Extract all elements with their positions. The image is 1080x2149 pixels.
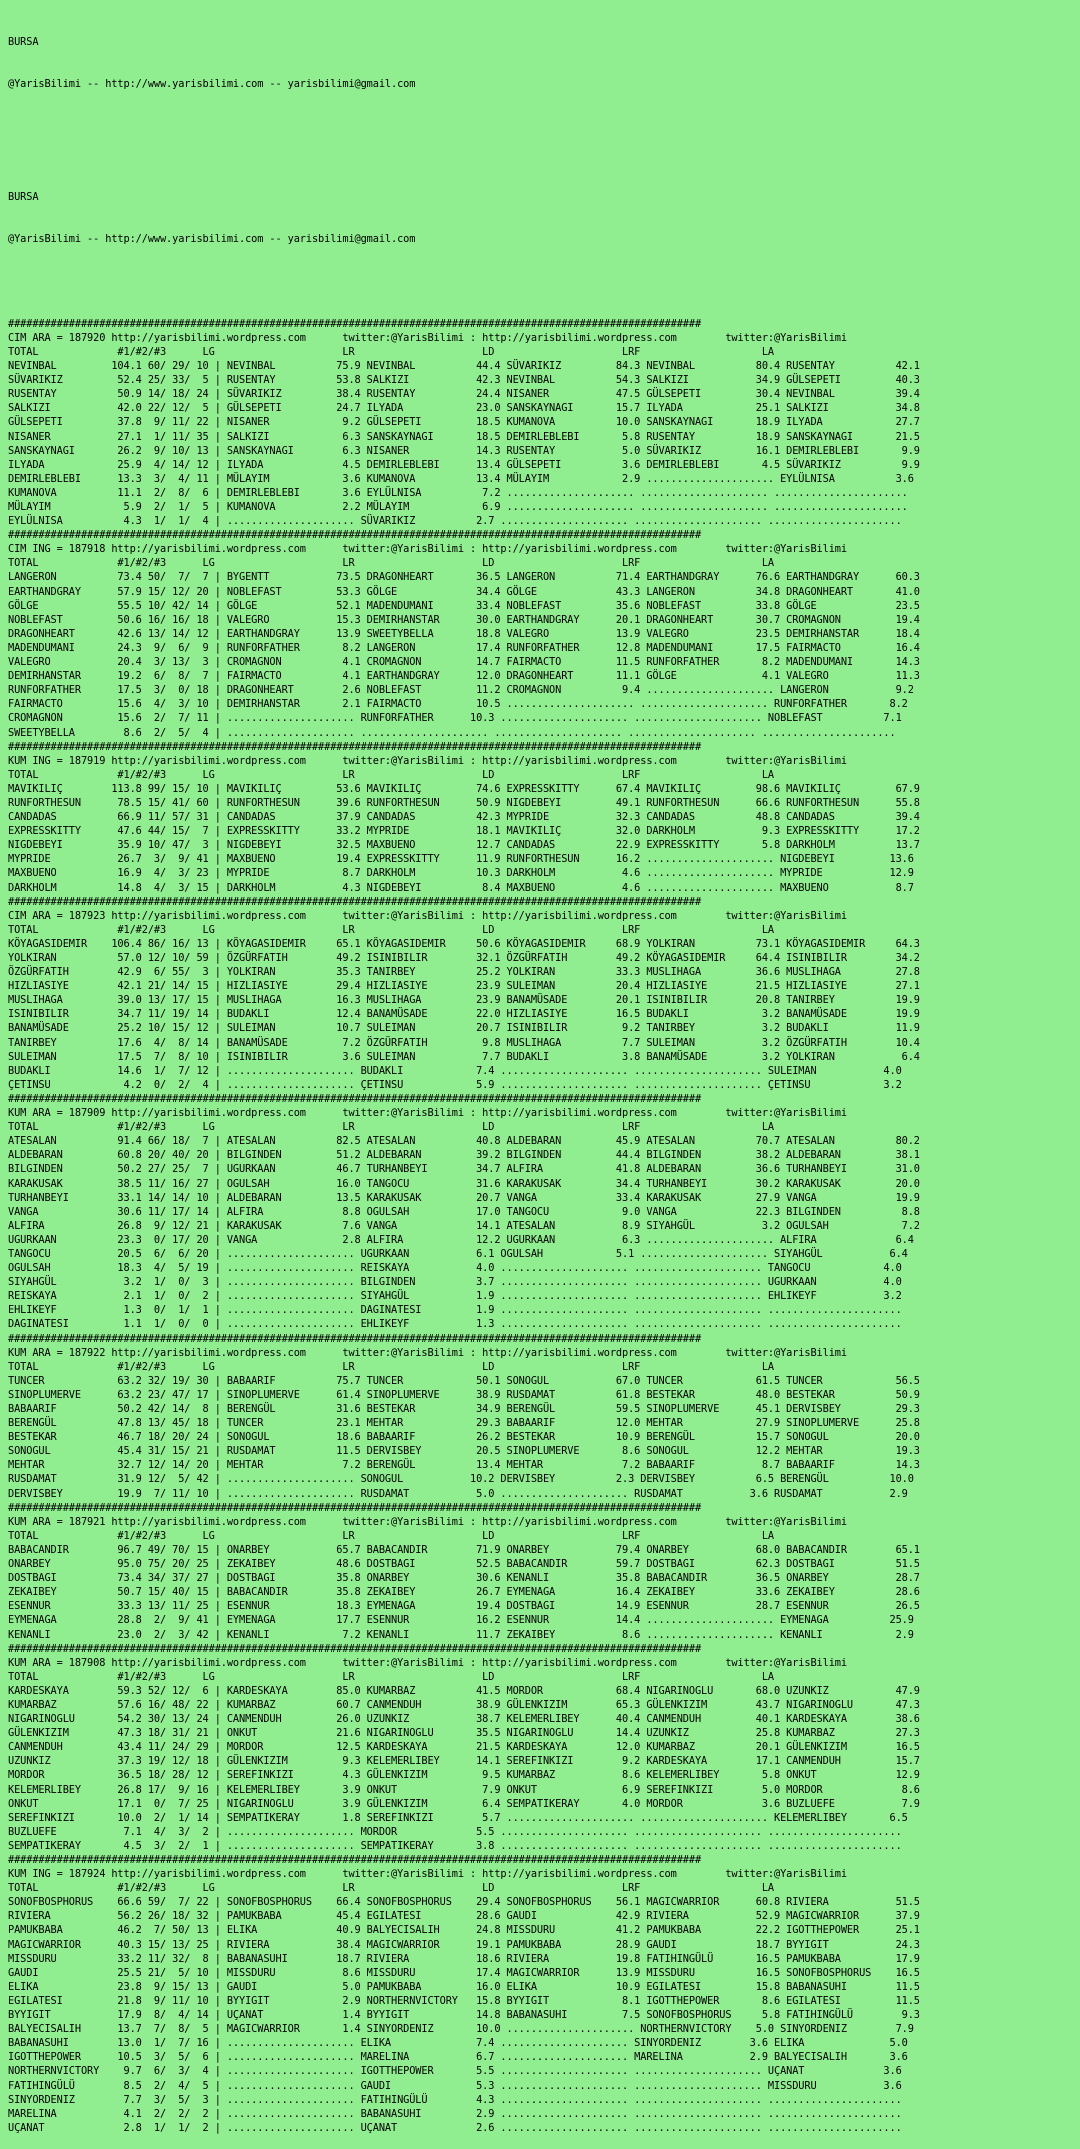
table-row: BABANASUHI 13.0 1/ 7/ 16 | ..................... ELIKA 7.4 ..................... SINYORDENIZ 3.6 ELIKA 5.0 — [8, 2037, 908, 2050]
table-row: OGULSAH 18.3 4/ 5/ 19 | ..................... REISKAYA 4.0 ..................... ..................... TANGOCU 4.0 — [8, 1262, 902, 1275]
section-separator: ################################################################################################################## — [8, 895, 702, 908]
table-row: SULEIMAN 17.5 7/ 8/ 10 | ISINIBILIR 3.6 SULEIMAN 7.7 BUDAKLI 3.8 BANAMÜSADE 3.2 YOLKIRAN 6.4 — [8, 1050, 920, 1063]
table-row: MÜLAYIM 5.9 2/ 1/ 5 | KUMANOVA 2.2 MÜLAYIM 6.9 ..................... ..................... ...................... — [8, 501, 908, 513]
column-titles: TOTAL #1/#2/#3 LG LR LD LRF LA — [8, 557, 774, 570]
table-row: PAMUKBABA 46.2 7/ 50/ 13 | ELIKA 40.9 BALYECISALIH 24.8 MISSDURU 41.2 PAMUKBABA 22.2 IGOTTHEPOWER 25.1 — [8, 1924, 920, 1937]
section-separator: ################################################################################################################## — [8, 1642, 702, 1655]
table-row: HIZLIASIYE 42.1 21/ 14/ 15 | HIZLIASIYE 29.4 HIZLIASIYE 23.9 SULEIMAN 20.4 HIZLIASIYE 21.5 HIZLIASIYE 27.1 — [8, 980, 920, 993]
column-titles: TOTAL #1/#2/#3 LG LR LD LRF LA — [8, 345, 774, 358]
table-row: SALKIZI 42.0 22/ 12/ 5 | GÜLSEPETI 24.7 ILYADA 23.0 SANSKAYNAGI 15.7 ILYADA 25.1 SALKIZI 34.8 — [8, 402, 920, 415]
table-row: UÇANAT 2.8 1/ 1/ 2 | ..................... UÇANAT 2.6 ..................... ..................... ...................... — [8, 2121, 902, 2134]
table-row: NISANER 27.1 1/ 11/ 35 | SALKIZI 6.3 SANSKAYNAGI 18.5 DEMIRLEBLEBI 5.8 RUSENTAY 18.9 SANSKAYNAGI 21.5 — [8, 430, 920, 443]
table-row: VALEGRO 20.4 3/ 13/ 3 | CROMAGNON 4.1 CROMAGNON 14.7 FAIRMACTO 11.5 RUNFORFATHER 8.2 MADENDUMANI 14.3 — [8, 656, 920, 669]
table-row: BILGINDEN 50.2 27/ 25/ 7 | UGURKAAN 46.7 TURHANBEYI 34.7 ALFIRA 41.8 ALDEBARAN 36.6 TURHANBEYI 31.0 — [8, 1163, 920, 1176]
column-titles: TOTAL #1/#2/#3 LG LR LD LRF LA — [8, 1121, 774, 1134]
race-header: KUM ING = 187919 http://yarisbilimi.wordpress.com twitter:@YarisBilimi : http://yarisbilimi.wordpress.com twitter:@YarisBilimi — [8, 754, 847, 767]
table-row: KENANLI 23.0 2/ 3/ 42 | KENANLI 7.2 KENANLI 11.7 ZEKAIBEY 8.6 ..................... KENANLI 2.9 — [8, 1628, 914, 1641]
table-row: FAIRMACTO 15.6 4/ 3/ 10 | DEMIRHANSTAR 2.1 FAIRMACTO 10.5 ..................... ..................... RUNFORFATHER 8.2 — [8, 698, 908, 711]
table-row: SONOGUL 45.4 31/ 15/ 21 | RUSDAMAT 11.5 DERVISBEY 20.5 SINOPLUMERVE 8.6 SONOGUL 12.2 MEHTAR 19.3 — [8, 1445, 920, 1458]
column-titles: TOTAL #1/#2/#3 LG LR LD LRF LA — [8, 1670, 774, 1683]
table-row: MYPRIDE 26.7 3/ 9/ 41 | MAXBUENO 19.4 EXPRESSKITTY 11.9 RUNFORTHESUN 16.2 ..................... NIGDEBEYI 13.6 — [8, 853, 914, 866]
table-row: GÖLGE 55.5 10/ 42/ 14 | GÖLGE 52.1 MADENDUMANI 33.4 NOBLEFAST 35.6 NOBLEFAST 33.8 GÖLGE 23.5 — [8, 599, 920, 612]
section-separator: ################################################################################################################## — [8, 1092, 702, 1105]
table-row: EYLÜLNISA 4.3 1/ 1/ 4 | ..................... SÜVARIKIZ 2.7 ..................... ..................... ...................... — [8, 515, 902, 528]
table-row: TANIRBEY 17.6 4/ 8/ 14 | BANAMÜSADE 7.2 ÖZGÜRFATIH 9.8 MUSLIHAGA 7.7 SULEIMAN 3.2 ÖZGÜRFATIH 10.4 — [8, 1036, 920, 1049]
table-row: LANGERON 73.4 50/ 7/ 7 | BYGENTT 73.5 DRAGONHEART 36.5 LANGERON 71.4 EARTHANDGRAY 76.6 EARTHANDGRAY 60.3 — [8, 571, 920, 584]
table-row: ELIKA 23.8 9/ 15/ 13 | GAUDI 5.0 PAMUKBABA 16.0 ELIKA 10.9 EGILATESI 15.8 BABANASUHI 11.5 — [8, 1980, 920, 1993]
table-row: BABACANDIR 96.7 49/ 70/ 15 | ONARBEY 65.7 BABACANDIR 71.9 ONARBEY 79.4 ONARBEY 68.0 BABACANDIR 65.1 — [8, 1543, 920, 1556]
table-row: BERENGÜL 47.8 13/ 45/ 18 | TUNCER 23.1 MEHTAR 29.3 BABAARIF 12.0 MEHTAR 27.9 SINOPLUMERVE 25.8 — [8, 1417, 920, 1430]
table-row: KUMARBAZ 57.6 16/ 48/ 22 | KUMARBAZ 60.7 CANMENDUH 38.9 GÜLENKIZIM 65.3 GÜLENKIZIM 43.7 NIGARINOGLU 47.3 — [8, 1698, 920, 1711]
table-row: KUMANOVA 11.1 2/ 8/ 6 | DEMIRLEBLEBI 3.6 EYLÜLNISA 7.2 ..................... ..................... ...................... — [8, 486, 908, 499]
table-row: KARDESKAYA 59.3 52/ 12/ 6 | KARDESKAYA 85.0 KUMARBAZ 41.5 MORDOR 68.4 NIGARINOGLU 68.0 UZUNKIZ 47.9 — [8, 1684, 920, 1697]
table-row: UZUNKIZ 37.3 19/ 12/ 18 | GÜLENKIZIM 9.3 KELEMERLIBEY 14.1 SEREFINKIZI 9.2 KARDESKAYA 17.1 CANMENDUH 15.7 — [8, 1755, 920, 1768]
race-header: KUM ARA = 187922 http://yarisbilimi.wordpress.com twitter:@YarisBilimi : http://yarisbilimi.wordpress.com twitter:@YarisBilimi — [8, 1346, 847, 1359]
table-row: MADENDUMANI 24.3 9/ 6/ 9 | RUNFORFATHER 8.2 LANGERON 17.4 RUNFORFATHER 12.8 MADENDUMANI 17.5 FAIRMACTO 16.4 — [8, 641, 920, 654]
table-row: BALYECISALIH 13.7 7/ 8/ 5 | MAGICWARRIOR 1.4 SINYORDENIZ 10.0 ..................... NORTHERNVICTORY 5.0 SINYORDENIZ 7.9 — [8, 2023, 914, 2036]
table-row: KARAKUSAK 38.5 11/ 16/ 27 | OGULSAH 16.0 TANGOCU 31.6 KARAKUSAK 34.4 TURHANBEYI 30.2 KARAKUSAK 20.0 — [8, 1177, 920, 1190]
table-row: MORDOR 36.5 18/ 28/ 12 | SEREFINKIZI 4.3 GÜLENKIZIM 9.5 KUMARBAZ 8.6 KELEMERLIBEY 5.8 ONKUT 12.9 — [8, 1769, 920, 1782]
table-row: MAXBUENO 16.9 4/ 3/ 23 | MYPRIDE 8.7 DARKHOLM 10.3 DARKHOLM 4.6 ..................... MYPRIDE 12.9 — [8, 867, 914, 880]
race-header: KUM ARA = 187909 http://yarisbilimi.wordpress.com twitter:@YarisBilimi : http://yarisbilimi.wordpress.com twitter:@YarisBilimi — [8, 1107, 847, 1120]
table-row: MUSLIHAGA 39.0 13/ 17/ 15 | MUSLIHAGA 16.3 MUSLIHAGA 23.9 BANAMÜSADE 20.1 ISINIBILIR 20.8 TANIRBEY 19.9 — [8, 994, 920, 1007]
table-row: ÇETINSU 4.2 0/ 2/ 4 | ..................... ÇETINSU 5.9 ..................... ..................... ÇETINSU 3.2 — [8, 1078, 902, 1091]
table-row: TUNCER 63.2 32/ 19/ 30 | BABAARIF 75.7 TUNCER 50.1 SONOGUL 67.0 TUNCER 61.5 TUNCER 56.5 — [8, 1374, 920, 1387]
table-row: DARKHOLM 14.8 4/ 3/ 15 | DARKHOLM 4.3 NIGDEBEYI 8.4 MAXBUENO 4.6 ..................... MAXBUENO 8.7 — [8, 881, 914, 894]
table-row: ILYADA 25.9 4/ 14/ 12 | ILYADA 4.5 DEMIRLEBLEBI 13.4 GÜLSEPETI 3.6 DEMIRLEBLEBI 4.5 SÜVARIKIZ 9.9 — [8, 458, 920, 471]
table-row: ATESALAN 91.4 66/ 18/ 7 | ATESALAN 82.5 ATESALAN 40.8 ALDEBARAN 45.9 ATESALAN 70.7 ATESALAN 80.2 — [8, 1135, 920, 1148]
table-row: REISKAYA 2.1 1/ 0/ 2 | ..................... SIYAHGÜL 1.9 ..................... ..................... EHLIKEYF 3.2 — [8, 1290, 902, 1303]
section-separator: ################################################################################################################## — [8, 317, 702, 330]
table-row: GÜLENKIZIM 47.3 18/ 31/ 21 | ONKUT 21.6 NIGARINOGLU 35.5 NIGARINOGLU 14.4 UZUNKIZ 25.8 KUMARBAZ 27.3 — [8, 1727, 920, 1740]
table-row: NEVINBAL 104.1 60/ 29/ 10 | NEVINBAL 75.9 NEVINBAL 44.4 SÜVARIKIZ 84.3 NEVINBAL 80.4 RUSENTAY 42.1 — [8, 360, 920, 373]
table-row: ONKUT 17.1 0/ 7/ 25 | NIGARINOGLU 3.9 GÜLENKIZIM 6.4 SEMPATIKERAY 4.0 MORDOR 3.6 BUZLUEFE 7.9 — [8, 1797, 920, 1810]
table-row: UGURKAAN 23.3 0/ 17/ 20 | VANGA 2.8 ALFIRA 12.2 UGURKAAN 6.3 ..................... ALFIRA 6.4 — [8, 1233, 914, 1246]
table-row: MISSDURU 33.2 11/ 32/ 8 | BABANASUHI 18.7 RIVIERA 18.6 RIVIERA 19.8 FATIHINGÜLÜ 16.5 PAMUKBABA 17.9 — [8, 1952, 920, 1965]
table-row: ALFIRA 26.8 9/ 12/ 21 | KARAKUSAK 7.6 VANGA 14.1 ATESALAN 8.9 SIYAHGÜL 3.2 OGULSAH 7.2 — [8, 1219, 920, 1232]
table-row: SEREFINKIZI 10.0 2/ 1/ 14 | SEMPATIKERAY 1.8 SEREFINKIZI 5.7 ..................... ..................... KELEMERLIBEY 6.5 — [8, 1811, 908, 1824]
table-row: EHLIKEYF 1.3 0/ 1/ 1 | ..................... DAGINATESI 1.9 ..................... ..................... ...................... — [8, 1304, 902, 1317]
column-titles: TOTAL #1/#2/#3 LG LR LD LRF LA — [8, 1529, 774, 1542]
table-row: NORTHERNVICTORY 9.7 6/ 3/ 4 | ..................... IGOTTHEPOWER 5.5 ..................... ..................... UÇANAT 3.6 — [8, 2065, 902, 2078]
table-row: DEMIRHANSTAR 19.2 6/ 8/ 7 | FAIRMACTO 4.1 EARTHANDGRAY 12.0 DRAGONHEART 11.1 GÖLGE 4.1 VALEGRO 11.3 — [8, 670, 920, 683]
section-separator: ################################################################################################################## — [8, 740, 702, 753]
race-header: KUM ARA = 187908 http://yarisbilimi.wordpress.com twitter:@YarisBilimi : http://yarisbilimi.wordpress.com twitter:@YarisBilimi — [8, 1656, 847, 1669]
table-row: ESENNUR 33.3 13/ 11/ 25 | ESENNUR 18.3 EYMENAGA 19.4 DOSTBAGI 14.9 ESENNUR 28.7 ESENNUR 26.5 — [8, 1600, 920, 1613]
table-row: ONARBEY 95.0 75/ 20/ 25 | ZEKAIBEY 48.6 DOSTBAGI 52.5 BABACANDIR 59.7 DOSTBAGI 62.3 DOSTBAGI 51.5 — [8, 1558, 920, 1571]
table-row: ÖZGÜRFATIH 42.9 6/ 55/ 3 | YOLKIRAN 35.3 TANIRBEY 25.2 YOLKIRAN 33.3 MUSLIHAGA 36.6 MUSLIHAGA 27.8 — [8, 966, 920, 979]
table-row: ISINIBILIR 34.7 11/ 19/ 14 | BUDAKLI 12.4 BANAMÜSADE 22.0 HIZLIASIYE 16.5 BUDAKLI 3.2 BANAMÜSADE 19.9 — [8, 1008, 920, 1021]
race-header: KUM ARA = 187921 http://yarisbilimi.wordpress.com twitter:@YarisBilimi : http://yarisbilimi.wordpress.com twitter:@YarisBilimi — [8, 1515, 847, 1528]
table-row: EYMENAGA 28.8 2/ 9/ 41 | EYMENAGA 17.7 ESENNUR 16.2 ESENNUR 14.4 ..................... EYMENAGA 25.9 — [8, 1614, 914, 1627]
race-header: CIM ARA = 187920 http://yarisbilimi.wordpress.com twitter:@YarisBilimi : http://yarisbilimi.wordpress.com twitter:@YarisBilimi — [8, 331, 847, 344]
table-row: MARELINA 4.1 2/ 2/ 2 | ..................... BABANASUHI 2.9 ..................... ..................... ...................... — [8, 2107, 902, 2120]
table-row: NIGARINOGLU 54.2 30/ 13/ 24 | CANMENDUH 26.0 UZUNKIZ 38.7 KELEMERLIBEY 40.4 CANMENDUH 40.1 KARDESKAYA 38.6 — [8, 1713, 920, 1726]
table-row: NOBLEFAST 50.6 16/ 16/ 18 | VALEGRO 15.3 DEMIRHANSTAR 30.0 EARTHANDGRAY 20.1 DRAGONHEART 30.7 CROMAGNON 19.4 — [8, 613, 920, 626]
city-title: BURSA — [8, 36, 39, 49]
table-row: SINYORDENIZ 7.7 3/ 5/ 3 | ..................... FATIHINGÜLÜ 4.3 ..................... ..................... ...................... — [8, 2093, 902, 2106]
table-row: ALDEBARAN 60.8 20/ 40/ 20 | BILGINDEN 51.2 ALDEBARAN 39.2 BILGINDEN 44.4 BILGINDEN 38.2 ALDEBARAN 38.1 — [8, 1149, 920, 1162]
table-row: ZEKAIBEY 50.7 15/ 40/ 15 | BABACANDIR 35.8 ZEKAIBEY 26.7 EYMENAGA 16.4 ZEKAIBEY 33.6 ZEKAIBEY 28.6 — [8, 1586, 920, 1599]
table-row: VANGA 30.6 11/ 17/ 14 | ALFIRA 8.8 OGULSAH 17.0 TANGOCU 9.0 VANGA 22.3 BILGINDEN 8.8 — [8, 1205, 920, 1218]
table-row: YOLKIRAN 57.0 12/ 10/ 59 | ÖZGÜRFATIH 49.2 ISINIBILIR 32.1 ÖZGÜRFATIH 49.2 KÖYAGASIDEMIR 64.4 ISINIBILIR 34.2 — [8, 952, 920, 964]
table-row: SWEETYBELLA 8.6 2/ 5/ 4 | ..................... ..................... ..................... ..................... ...................... — [8, 726, 896, 739]
column-titles: TOTAL #1/#2/#3 LG LR LD LRF LA — [8, 768, 774, 781]
section-separator: ################################################################################################################## — [8, 1501, 702, 1514]
table-row: DRAGONHEART 42.6 13/ 14/ 12 | EARTHANDGRAY 13.9 SWEETYBELLA 18.8 VALEGRO 13.9 VALEGRO 23.5 DEMIRHANSTAR 18.4 — [8, 627, 920, 640]
table-row: TURHANBEYI 33.1 14/ 14/ 10 | ALDEBARAN 13.5 KARAKUSAK 20.7 VANGA 33.4 KARAKUSAK 27.9 VANGA 19.9 — [8, 1191, 920, 1204]
table-row: CROMAGNON 15.6 2/ 7/ 11 | ..................... RUNFORFATHER 10.3 ..................... ..................... NOBLEFAST 7.1 — [8, 712, 902, 725]
race-header: CIM ING = 187918 http://yarisbilimi.wordpress.com twitter:@YarisBilimi : http://yarisbilimi.wordpress.com twitter:@YarisBilimi — [8, 543, 847, 556]
city-title-repeat: BURSA — [8, 190, 39, 203]
table-row: RIVIERA 56.2 26/ 18/ 32 | PAMUKBABA 45.4 EGILATESI 28.6 GAUDI 42.9 RIVIERA 52.9 MAGICWARRIOR 37.9 — [8, 1910, 920, 1923]
table-row: MAVIKILIÇ 113.8 99/ 15/ 10 | MAVIKILIÇ 53.6 MAVIKILIÇ 74.6 EXPRESSKITTY 67.4 MAVIKILIÇ 98.6 MAVIKILIÇ 67.9 — [8, 782, 920, 795]
column-titles: TOTAL #1/#2/#3 LG LR LD LRF LA — [8, 1882, 774, 1895]
table-row: SEMPATIKERAY 4.5 3/ 2/ 1 | ..................... SEMPATIKERAY 3.8 ..................... ..................... ...................... — [8, 1839, 902, 1852]
section-separator: ################################################################################################################## — [8, 529, 702, 542]
table-row: RUNFORTHESUN 78.5 15/ 41/ 60 | RUNFORTHESUN 39.6 RUNFORTHESUN 50.9 NIGDEBEYI 49.1 RUNFORTHESUN 66.6 RUNFORTHESUN 55.8 — [8, 796, 920, 809]
table-row: FATIHINGÜLÜ 8.5 2/ 4/ 5 | ..................... GAUDI 5.3 ..................... ..................... MISSDURU 3.6 — [8, 2079, 902, 2092]
contact-line: @YarisBilimi -- http://www.yarisbilimi.com -- yarisbilimi@gmail.com — [8, 78, 416, 91]
table-row: DAGINATESI 1.1 1/ 0/ 0 | ..................... EHLIKEYF 1.3 ..................... ..................... ...................... — [8, 1318, 902, 1331]
table-row: CANMENDUH 43.4 11/ 24/ 29 | MORDOR 12.5 KARDESKAYA 21.5 KARDESKAYA 12.0 KUMARBAZ 20.1 GÜLENKIZIM 16.5 — [8, 1741, 920, 1754]
table-row: EGILATESI 21.8 9/ 11/ 10 | BYYIGIT 2.9 NORTHERNVICTORY 15.8 BYYIGIT 8.1 IGOTTHEPOWER 8.6 EGILATESI 11.5 — [8, 1994, 920, 2007]
table-row: SIYAHGÜL 3.2 1/ 0/ 3 | ..................... BILGINDEN 3.7 ..................... ..................... UGURKAAN 4.0 — [8, 1276, 902, 1289]
table-row: SONOFBOSPHORUS 66.6 59/ 7/ 22 | SONOFBOSPHORUS 66.4 SONOFBOSPHORUS 29.4 SONOFBOSPHORUS 56.1 MAGICWARRIOR 60.8 RIVIERA 51.5 — [8, 1896, 920, 1909]
table-row: BUZLUEFE 7.1 4/ 3/ 2 | ..................... MORDOR 5.5 ..................... ..................... ...................... — [8, 1825, 902, 1838]
table-row: GAUDI 25.5 21/ 5/ 10 | MISSDURU 8.6 MISSDURU 17.4 MAGICWARRIOR 13.9 MISSDURU 16.5 SONOFBOSPHORUS 16.5 — [8, 1966, 920, 1979]
contact-line-repeat: @YarisBilimi -- http://www.yarisbilimi.com -- yarisbilimi@gmail.com — [8, 233, 416, 246]
table-row: BUDAKLI 14.6 1/ 7/ 12 | ..................... BUDAKLI 7.4 ..................... ..................... SULEIMAN 4.0 — [8, 1064, 902, 1077]
table-row: BESTEKAR 46.7 18/ 20/ 24 | SONOGUL 18.6 BABAARIF 26.2 BESTEKAR 10.9 BERENGÜL 15.7 SONOGUL 20.0 — [8, 1431, 920, 1444]
table-row: RUSDAMAT 31.9 12/ 5/ 42 | ..................... SONOGUL 10.2 DERVISBEY 2.3 DERVISBEY 6.5 BERENGÜL 10.0 — [8, 1473, 914, 1486]
table-row: NIGDEBEYI 35.9 10/ 47/ 3 | NIGDEBEYI 32.5 MAXBUENO 12.7 CANDADAS 22.9 EXPRESSKITTY 5.8 DARKHOLM 13.7 — [8, 839, 920, 852]
table-row: KELEMERLIBEY 26.8 17/ 9/ 16 | KELEMERLIBEY 3.9 ONKUT 7.9 ONKUT 6.9 SEREFINKIZI 5.0 MORDOR 8.6 — [8, 1783, 920, 1796]
race-header: KUM ING = 187924 http://yarisbilimi.wordpress.com twitter:@YarisBilimi : http://yarisbilimi.wordpress.com twitter:@YarisBilimi — [8, 1868, 847, 1881]
table-row: CANDADAS 66.9 11/ 57/ 31 | CANDADAS 37.9 CANDADAS 42.3 MYPRIDE 32.3 CANDADAS 48.8 CANDADAS 39.4 — [8, 811, 920, 824]
race-header: CIM ARA = 187923 http://yarisbilimi.wordpress.com twitter:@YarisBilimi : http://yarisbilimi.wordpress.com twitter:@YarisBilimi — [8, 909, 847, 922]
table-row: SÜVARIKIZ 52.4 25/ 33/ 5 | RUSENTAY 53.8 SALKIZI 42.3 NEVINBAL 54.3 SALKIZI 34.9 GÜLSEPETI 40.3 — [8, 374, 920, 387]
section-separator: ################################################################################################################## — [8, 1332, 702, 1345]
column-titles: TOTAL #1/#2/#3 LG LR LD LRF LA — [8, 1360, 774, 1373]
table-row: TANGOCU 20.5 6/ 6/ 20 | ..................... UGURKAAN 6.1 OGULSAH 5.1 ..................... SIYAHGÜL 6.4 — [8, 1247, 908, 1260]
table-row: SINOPLUMERVE 63.2 23/ 47/ 17 | SINOPLUMERVE 61.4 SINOPLUMERVE 38.9 RUSDAMAT 61.8 BESTEKAR 48.0 BESTEKAR 50.9 — [8, 1388, 920, 1401]
table-row: BABAARIF 50.2 42/ 14/ 8 | BERENGÜL 31.6 BESTEKAR 34.9 BERENGÜL 59.5 SINOPLUMERVE 45.1 DERVISBEY 29.3 — [8, 1403, 920, 1415]
table-row: KÖYAGASIDEMIR 106.4 86/ 16/ 13 | KÖYAGASIDEMIR 65.1 KÖYAGASIDEMIR 50.6 KÖYAGASIDEMIR 68.9 YOLKIRAN 73.1 KÖYAGASIDEMIR 64.3 — [8, 937, 920, 950]
blank-line — [8, 275, 1080, 289]
race-sections — [8, 317, 1080, 2135]
table-row: EARTHANDGRAY 57.9 15/ 12/ 20 | NOBLEFAST 53.3 GÖLGE 34.4 GÖLGE 43.3 LANGERON 34.8 DRAGONHEART 41.0 — [8, 585, 920, 598]
table-row: EXPRESSKITTY 47.6 44/ 15/ 7 | EXPRESSKITTY 33.2 MYPRIDE 18.1 MAVIKILIÇ 32.0 DARKHOLM 9.3 EXPRESSKITTY 17.2 — [8, 825, 920, 838]
table-row: DERVISBEY 19.9 7/ 11/ 10 | ..................... RUSDAMAT 5.0 ..................... RUSDAMAT 3.6 RUSDAMAT 2.9 — [8, 1487, 908, 1500]
column-titles: TOTAL #1/#2/#3 LG LR LD LRF LA — [8, 923, 774, 936]
table-row: SANSKAYNAGI 26.2 9/ 10/ 13 | SANSKAYNAGI 6.3 NISANER 14.3 RUSENTAY 5.0 SÜVARIKIZ 16.1 DEMIRLEBLEBI 9.9 — [8, 444, 920, 457]
table-row: GÜLSEPETI 37.8 9/ 11/ 22 | NISANER 9.2 GÜLSEPETI 18.5 KUMANOVA 10.0 SANSKAYNAGI 18.9 ILYADA 27.7 — [8, 416, 920, 429]
table-row: RUSENTAY 50.9 14/ 18/ 24 | SÜVARIKIZ 38.4 RUSENTAY 24.4 NISANER 47.5 GÜLSEPETI 30.4 NEVINBAL 39.4 — [8, 388, 920, 401]
section-separator: ################################################################################################################## — [8, 1854, 702, 1866]
spacer — [8, 120, 1080, 162]
table-row: RUNFORFATHER 17.5 3/ 0/ 18 | DRAGONHEART 2.6 NOBLEFAST 11.2 CROMAGNON 9.4 ..................... LANGERON 9.2 — [8, 684, 914, 697]
table-row: DEMIRLEBLEBI 13.3 3/ 4/ 11 | MÜLAYIM 3.6 KUMANOVA 13.4 MÜLAYIM 2.9 ..................... EYLÜLNISA 3.6 — [8, 472, 914, 485]
table-row: BYYIGIT 17.9 8/ 4/ 14 | UÇANAT 1.4 BYYIGIT 14.8 BABANASUHI 7.5 SONOFBOSPHORUS 5.8 FATIHINGÜLÜ 9.3 — [8, 2009, 920, 2022]
table-row: MEHTAR 32.7 12/ 14/ 20 | MEHTAR 7.2 BERENGÜL 13.4 MEHTAR 7.2 BABAARIF 8.7 BABAARIF 14.3 — [8, 1459, 920, 1472]
table-row: BANAMÜSADE 25.2 10/ 15/ 12 | SULEIMAN 10.7 SULEIMAN 20.7 ISINIBILIR 9.2 TANIRBEY 3.2 BUDAKLI 11.9 — [8, 1022, 920, 1035]
table-row: IGOTTHEPOWER 10.5 3/ 5/ 6 | ..................... MARELINA 6.7 ..................... MARELINA 2.9 BALYECISALIH 3.6 — [8, 2051, 908, 2064]
table-row: MAGICWARRIOR 40.3 15/ 13/ 25 | RIVIERA 38.4 MAGICWARRIOR 19.1 PAMUKBABA 28.9 GAUDI 18.7 BYYIGIT 24.3 — [8, 1938, 920, 1951]
table-row: DOSTBAGI 73.4 34/ 37/ 27 | DOSTBAGI 35.8 ONARBEY 30.6 KENANLI 35.8 BABACANDIR 36.5 ONARBEY 28.7 — [8, 1572, 920, 1585]
